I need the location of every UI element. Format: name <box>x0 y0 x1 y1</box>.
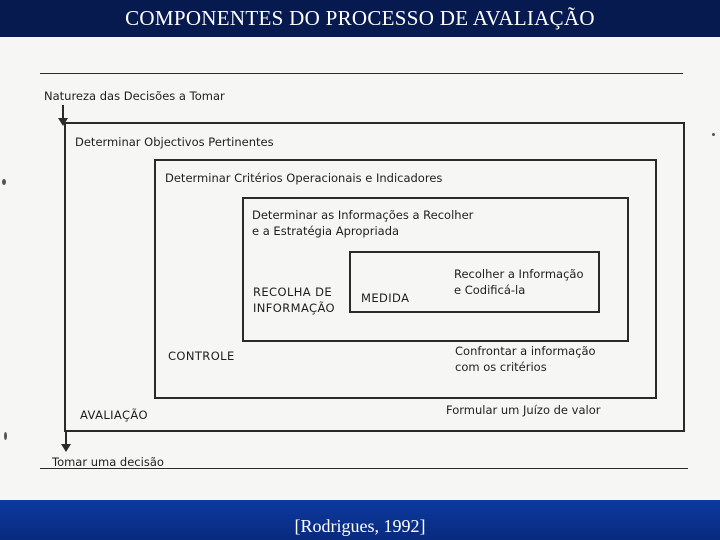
top-label: Natureza das Decisões a Tomar <box>44 89 225 103</box>
top-rule <box>40 73 683 74</box>
scanned-diagram <box>0 37 720 500</box>
collection-label-line1: RECOLHA DE <box>253 285 333 299</box>
collection-label-line2: INFORMAÇÃO <box>253 301 335 315</box>
bottom-rule <box>40 468 688 469</box>
citation: [Rodrigues, 1992] <box>294 516 426 536</box>
measure-label: MEDIDA <box>361 291 410 305</box>
information-label-line1: Determinar as Informações a Recolher <box>252 208 474 222</box>
information-label-line2: e a Estratégia Apropriada <box>252 224 400 238</box>
judgement-label: Formular um Juízo de valor <box>446 403 601 417</box>
objectives-label: Determinar Objectivos Pertinentes <box>75 135 274 149</box>
scan-speck <box>712 133 715 136</box>
scan-speck <box>4 432 7 440</box>
codify-label-line1: Recolher a Informação <box>454 267 584 281</box>
evaluation-label: AVALIAÇÃO <box>80 408 148 422</box>
scan-speck <box>2 179 6 185</box>
slide-title: COMPONENTES DO PROCESSO DE AVALIAÇÃO <box>0 0 720 37</box>
control-label: CONTROLE <box>168 349 235 363</box>
criteria-label: Determinar Critérios Operacionais e Indicadores <box>165 171 443 185</box>
compare-label-line1: Confrontar a informação <box>455 344 596 358</box>
compare-label-line2: com os critérios <box>455 360 547 374</box>
codify-label-line2: e Codificá-la <box>454 283 526 297</box>
decision-label: Tomar uma decisão <box>52 455 164 469</box>
